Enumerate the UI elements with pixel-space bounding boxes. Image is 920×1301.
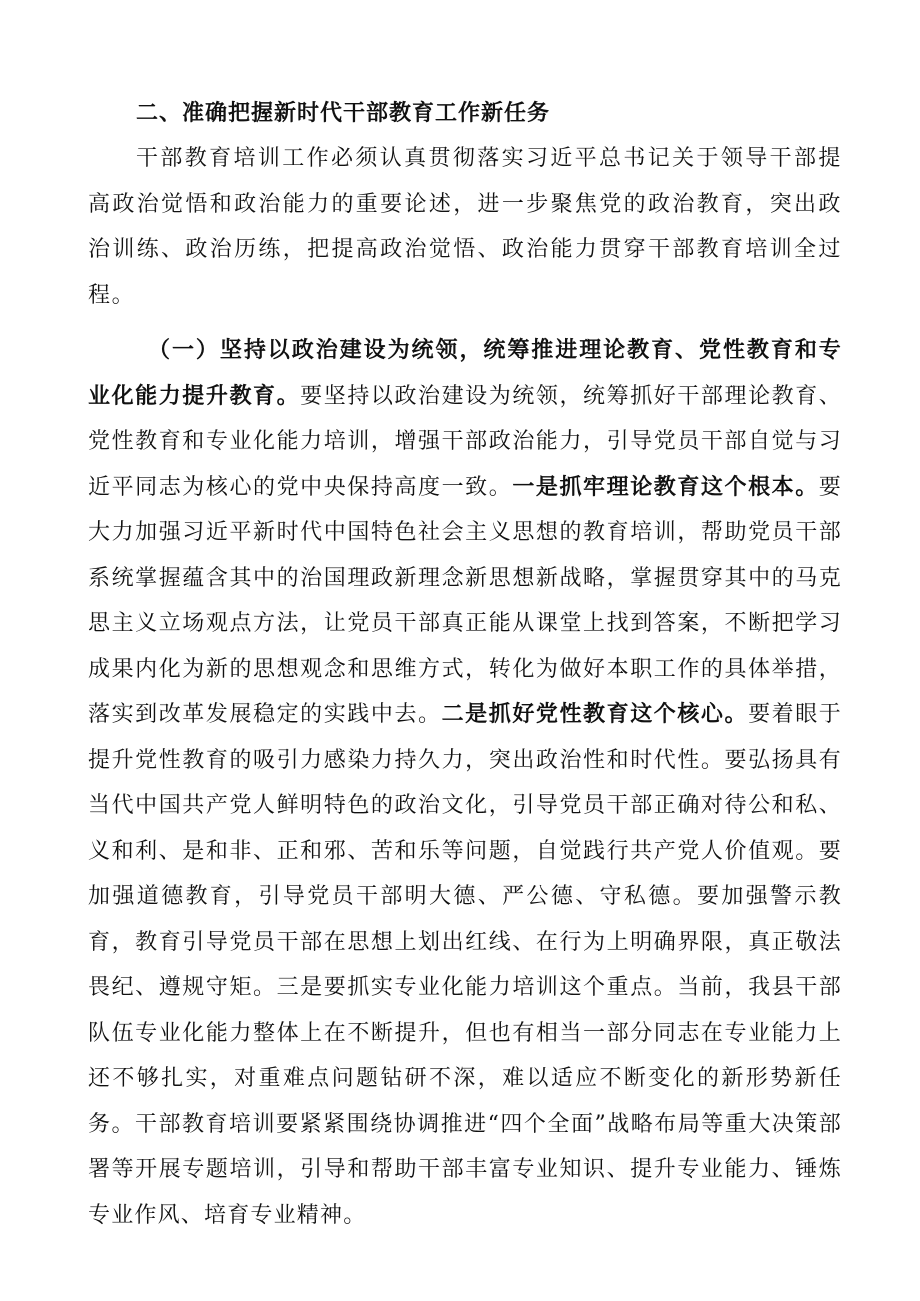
section-paragraph xyxy=(88,328,842,1238)
section-heading: 二、准确把握新时代干部教育工作新任务 xyxy=(136,100,551,126)
point-one-title: 一是抓牢理论教育这个根本。 xyxy=(512,473,819,500)
document-page xyxy=(88,92,842,1238)
paragraph-text-e: 要着眼于提升党性教育的吸引力感染力持久力，突出政治性和时代性。要弘扬具有当代中国共产党人鲜明特色的政治文化，引导党员干部正确对待公和私、义和利、是和非、正和邪、苦和乐等问题，自觉践行共产党人价值观。要加强道德教育，引导党员干部明大德、严公德、守私德。要加强警示教育，教育引导党员干部在思想上划出红线、在行为上明确界限，真正敬法畏纪、遵规守矩。三是要抓实专业化能力培训这个重点。当前，我县干部队伍专业化能力整体上在不断提升，但也有相当一部分同志在专业能力上还不够扎实，对重难点问题钻研不深，难以适应不断变化的新形势新任务。干部教育培训要紧紧围绕协调推进“四个全面”战略布局等重大决策部署等开展专题培训，引导和帮助干部丰富专业知识、提升专业能力、锤炼专业作风、培育专业精神。 xyxy=(88,702,842,1228)
point-two-title: 二是抓好党性教育这个核心。 xyxy=(441,701,749,727)
intro-paragraph: 干部教育培训工作必须认真贯彻落实习近平总书记关于领导干部提高政治觉悟和政治能力的重要论述，进一步聚焦党的政治教育，突出政治训练、政治历练，把提高政治觉悟、政治能力贯穿干部教育培训全过程。 xyxy=(88,146,842,308)
paragraph-text-c: 要大力加强习近平新时代中国特色社会主义思想的教育培训，帮助党员干部系统掌握蕴含其中的治国理政新理念新思想新战略，掌握贯穿其中的马克思主义立场观点方法，让党员干部真正能从课堂上找到答案，不断把学习成果内化为新的思想观念和思维方式，转化为做好本职工作的具体举措，落实到改革发展稳定的实践中去。 xyxy=(88,474,842,727)
subsection-title: （一）坚持以政治建设为统领，统筹推进理论教育、党性教育和专业化能力提升教育。 xyxy=(88,337,842,409)
paragraph-text-a: 要坚持以政治建设为统领，统筹抓好干部理论教育、党性教育和专业化能力培训，增强干部政治能力，引导党员干部自觉与习近平同志为核心的党中央保持高度一致。 xyxy=(88,383,842,500)
